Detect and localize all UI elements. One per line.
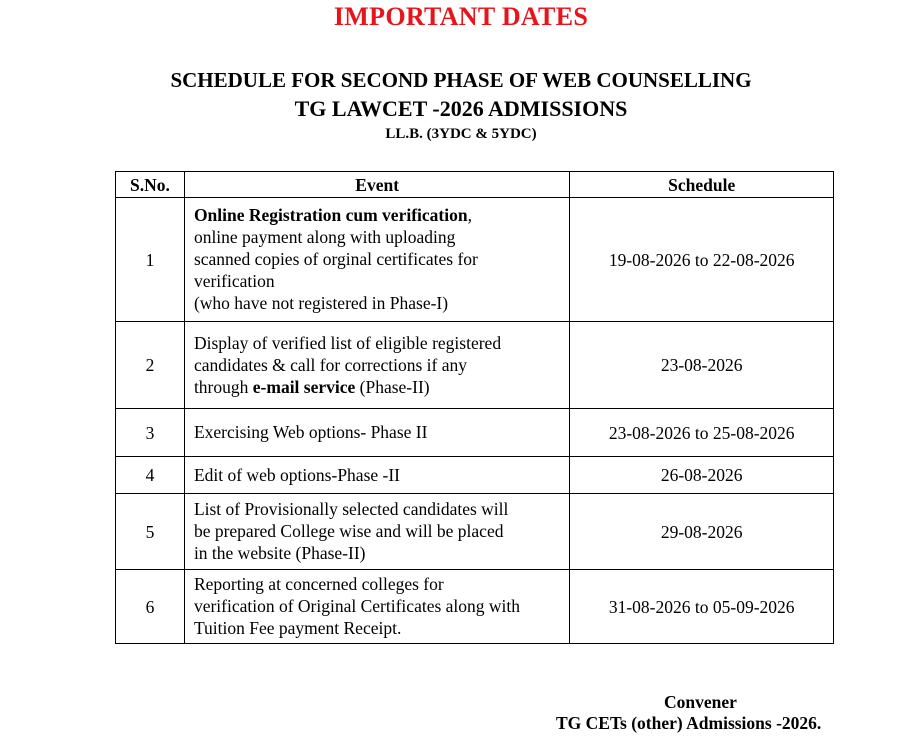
event-text: List of Provisionally selected candidates will bbox=[193, 499, 509, 519]
row-event: Exercising Web options- Phase II bbox=[184, 409, 569, 457]
event-text: (who have not registered in Phase-I) bbox=[193, 293, 449, 313]
event-text: in the website (Phase-II) bbox=[193, 543, 366, 563]
signatory-title: Convener bbox=[664, 692, 737, 712]
row-schedule: 23-08-2026 bbox=[570, 322, 834, 409]
table-row bbox=[116, 457, 834, 494]
table-header-row bbox=[116, 172, 834, 198]
table-row bbox=[116, 494, 834, 570]
schedule-table bbox=[115, 171, 834, 644]
row-sno: 4 bbox=[116, 457, 185, 494]
page-title: IMPORTANT DATES bbox=[333, 2, 589, 31]
header-event: Event bbox=[184, 172, 569, 198]
row-sno: 2 bbox=[116, 322, 185, 409]
admissions-heading: TG LAWCET -2026 ADMISSIONS bbox=[294, 96, 628, 121]
event-text: candidates & call for corrections if any bbox=[193, 354, 468, 375]
row-event: Edit of web options-Phase -II bbox=[184, 457, 569, 494]
event-text: verification of Original Certificates along with bbox=[193, 596, 521, 616]
row-event bbox=[184, 198, 569, 322]
row-schedule: 23-08-2026 to 25-08-2026 bbox=[570, 409, 834, 457]
event-text: scanned copies of orginal certificates for bbox=[193, 249, 478, 269]
event-text: verification bbox=[193, 271, 275, 291]
table-row bbox=[116, 198, 834, 322]
header-schedule: Schedule bbox=[570, 172, 834, 198]
row-sno: 3 bbox=[116, 409, 185, 457]
event-bold-text: Online Registration cum verification bbox=[193, 205, 468, 225]
event-text: , bbox=[467, 205, 472, 225]
table-row bbox=[116, 409, 834, 457]
table-row bbox=[116, 322, 834, 409]
event-bold-text: e-mail service bbox=[252, 376, 356, 397]
schedule-heading: SCHEDULE FOR SECOND PHASE OF WEB COUNSELLING bbox=[170, 68, 752, 92]
row-sno: 6 bbox=[116, 570, 185, 644]
table-row bbox=[116, 570, 834, 644]
event-text: be prepared College wise and will be placed bbox=[193, 521, 504, 541]
header-sno: S.No. bbox=[116, 172, 185, 198]
course-subheading: LL.B. (3YDC & 5YDC) bbox=[385, 126, 537, 142]
row-sno: 1 bbox=[116, 198, 185, 322]
event-text: Tuition Fee payment Receipt. bbox=[193, 618, 402, 638]
event-text: (Phase-II) bbox=[355, 376, 430, 397]
event-text: Reporting at concerned colleges for bbox=[193, 574, 444, 594]
row-event bbox=[184, 570, 569, 644]
row-event bbox=[184, 322, 569, 409]
row-schedule: 31-08-2026 to 05-09-2026 bbox=[570, 570, 834, 644]
signatory-office: TG CETs (other) Admissions -2026. bbox=[556, 713, 822, 733]
event-text: through bbox=[193, 376, 253, 397]
row-schedule: 26-08-2026 bbox=[570, 457, 834, 494]
row-sno: 5 bbox=[116, 494, 185, 570]
event-text: online payment along with uploading bbox=[193, 227, 456, 247]
event-text: Display of verified list of eligible registered bbox=[193, 332, 502, 353]
row-schedule: 29-08-2026 bbox=[570, 494, 834, 570]
row-schedule: 19-08-2026 to 22-08-2026 bbox=[570, 198, 834, 322]
row-event bbox=[184, 494, 569, 570]
